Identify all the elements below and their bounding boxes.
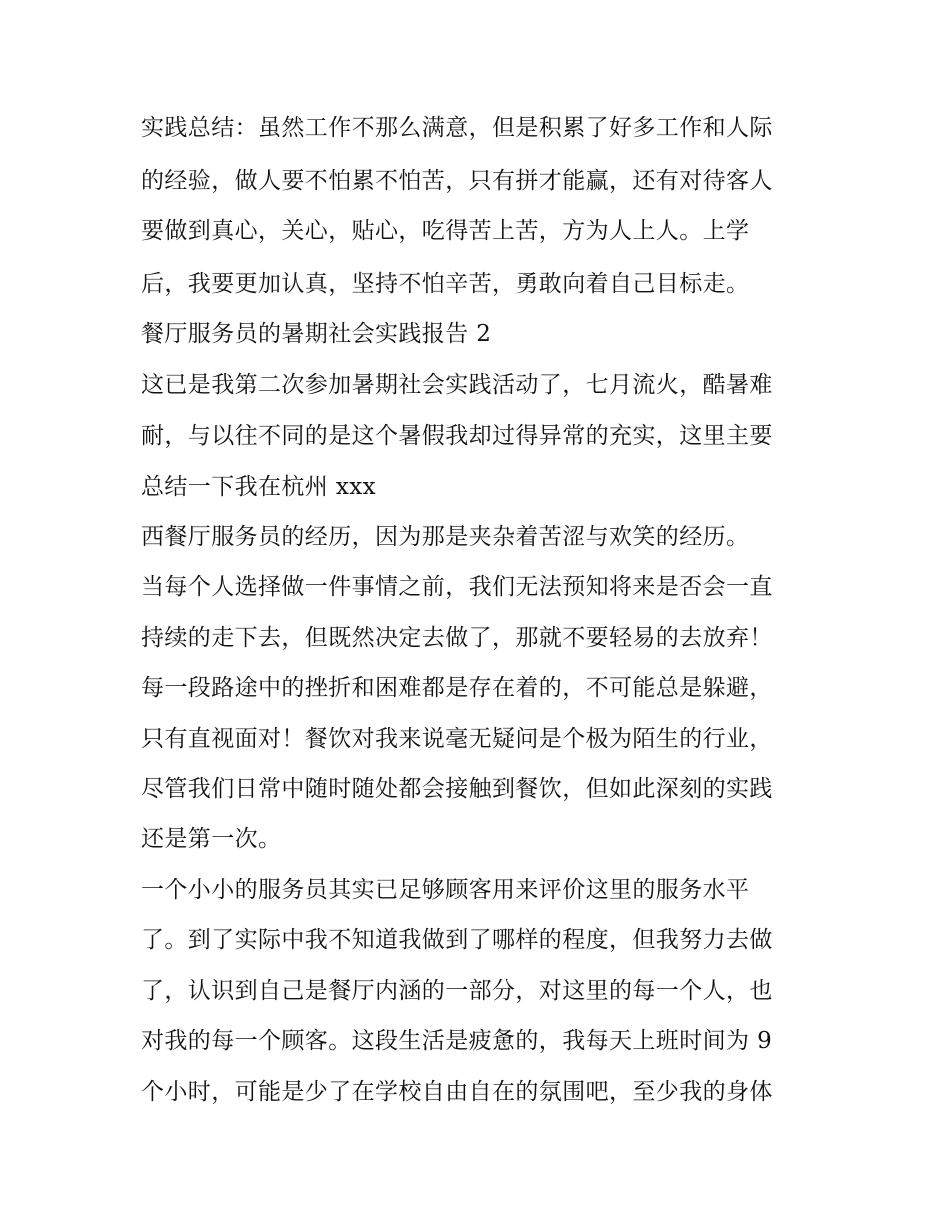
text-line: 持续的走下去，但既然决定去做了，那就不要轻易的去放弃！ <box>141 625 773 651</box>
text-line: 耐，与以往不同的是这个暑假我却过得异常的充实，这里主要 <box>141 423 773 449</box>
section-heading: 餐厅服务员的暑期社会实践报告 2 <box>141 321 492 347</box>
text-line: 了。到了实际中我不知道我做到了哪样的程度，但我努力去做 <box>141 927 773 953</box>
text-line: 要做到真心，关心，贴心，吃得苦上苦，方为人上人。上学 <box>141 218 750 244</box>
text-line: 对我的每一个顾客。这段生活是疲惫的，我每天上班时间为 9 <box>141 1028 773 1054</box>
text-line: 当每个人选择做一件事情之前，我们无法预知将来是否会一直 <box>141 574 773 600</box>
text-line: 西餐厅服务员的经历，因为那是夹杂着苦涩与欢笑的经历。 <box>141 524 750 550</box>
text-line: 每一段路途中的挫折和困难都是存在着的，不可能总是躲避， <box>141 675 773 701</box>
text-line: 个小时，可能是少了在学校自由自在的氛围吧，至少我的身体 <box>141 1079 773 1105</box>
text-line: 这已是我第二次参加暑期社会实践活动了，七月流火，酷暑难 <box>141 372 773 398</box>
text-line: 的经验，做人要不怕累不怕苦，只有拼才能赢，还有对待客人 <box>141 168 773 194</box>
text-line: 了，认识到自己是餐厅内涵的一部分，对这里的每一个人，也 <box>141 978 773 1004</box>
text-line: 尽管我们日常中随时随处都会接触到餐饮，但如此深刻的实践 <box>141 776 773 802</box>
text-line: 一个小小的服务员其实已足够顾客用来评价这里的服务水平 <box>141 877 750 903</box>
text-line: 后，我要更加认真，坚持不怕辛苦，勇敢向着自己目标走。 <box>141 271 750 297</box>
text-line: 总结一下我在杭州 xxx <box>141 474 377 500</box>
text-line: 还是第一次。 <box>141 826 282 852</box>
text-line: 实践总结：虽然工作不那么满意，但是积累了好多工作和人际 <box>141 115 773 141</box>
text-line: 只有直视面对！餐饮对我来说毫无疑问是个极为陌生的行业， <box>141 726 773 752</box>
